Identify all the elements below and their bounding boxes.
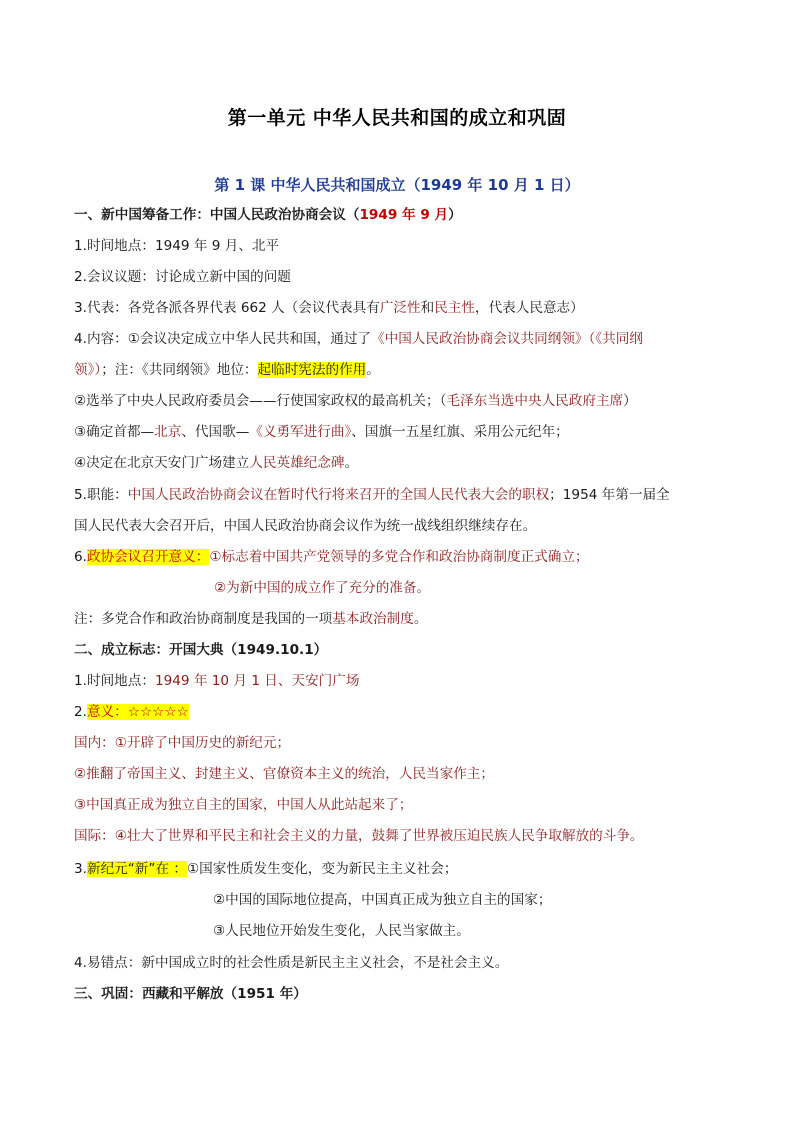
s2-domestic-1: 国内：①开辟了中国历史的新纪元；	[74, 735, 291, 751]
s1-item-content-line1: 4.内容：①会议决定成立中华人民共和国，通过了《中国人民政治协商会议共同纲领》（《共同纲	[74, 331, 643, 347]
s1-item-monument: ④决定在北京天安门广场建立人民英雄纪念碑。	[74, 455, 359, 471]
s1-item-significance: 6.政协会议召开意义：①标志着中国共产党领导的多党合作和政治协商制度正式确立；	[74, 549, 589, 565]
s1-item-election: ②选举了中央人民政府委员会——行使国家政权的最高机关；（毛泽东当选中央人民政府主席）	[74, 393, 637, 409]
s1-item-function-line2: 国人民代表大会召开后，中国人民政治协商会议作为统一战线组织继续存在。	[74, 518, 537, 534]
s1-item-capital-anthem: ③确定首都—北京、代国歌—《义勇军进行曲》、国旗一五星红旗、采用公元纪年；	[74, 424, 569, 440]
section-3-heading: 三、巩固：西藏和平解放（1951 年）	[74, 986, 307, 1002]
s2-item-time-place: 1.时间地点：1949 年 10 月 1 日、天安门广场	[74, 673, 360, 689]
unit-title: 第一单元 中华人民共和国的成立和巩固	[227, 107, 567, 129]
section-1-heading: 一、新中国筹备工作：中国人民政治协商会议（1949 年 9 月）	[74, 207, 462, 223]
highlight-significance-stars: 意义：☆☆☆☆☆	[86, 704, 189, 720]
highlight-new-era: 新纪元“新”在 ：	[86, 861, 187, 877]
s2-domestic-3: ③中国真正成为独立自主的国家，中国人从此站起来了；	[74, 797, 413, 813]
section-2-heading: 二、成立标志：开国大典（1949.10.1）	[74, 642, 328, 658]
s2-new-era: 3.新纪元“新”在 ：①国家性质发生变化，变为新民主主义社会；	[74, 861, 458, 877]
s2-item-significance-heading: 2.意义：☆☆☆☆☆	[74, 704, 189, 720]
lesson-title: 第 1 课 中华人民共和国成立（1949 年 10 月 1 日）	[214, 176, 580, 194]
s1-item-content-line2: 领》）；注：《共同纲领》地位：起临时宪法的作用。	[74, 362, 380, 378]
heading-date: 1949 年 9 月	[359, 207, 449, 223]
s1-item-topic: 2.会议议题：讨论成立新中国的问题	[74, 269, 291, 285]
s1-note: 注：多党合作和政治协商制度是我国的一项基本政治制度。	[74, 611, 428, 627]
s2-domestic-2: ②推翻了帝国主义、封建主义、官僚资本主义的统治，人民当家作主；	[74, 766, 494, 782]
s2-common-mistake: 4.易错点：新中国成立时的社会性质是新民主主义社会，不是社会主义。	[74, 955, 509, 971]
s1-item-function-line1: 5.职能：中国人民政治协商会议在暂时代行将来召开的全国人民代表大会的职权；1954 年第一届全	[74, 487, 670, 503]
s2-new-era-2: ②中国的国际地位提高，中国真正成为独立自主的国家；	[213, 892, 552, 908]
highlight-significance: 政协会议召开意义：	[86, 549, 210, 565]
s2-new-era-3: ③人民地位开始发生变化，人民当家做主。	[213, 923, 470, 939]
s1-item-time-place: 1.时间地点：1949 年 9 月、北平	[74, 238, 280, 254]
highlight-provisional-constitution: 起临时宪法的作用	[257, 362, 367, 378]
s1-item-representatives: 3.代表：各党各派各界代表 662 人（会议代表具有广泛性和民主性，代表人民意志）	[74, 300, 584, 316]
s2-international: 国际：④壮大了世界和平民主和社会主义的力量，鼓舞了世界被压迫民族人民争取解放的斗争。	[74, 828, 644, 844]
s1-item-significance-2: ②为新中国的成立作了充分的准备。	[214, 580, 431, 596]
